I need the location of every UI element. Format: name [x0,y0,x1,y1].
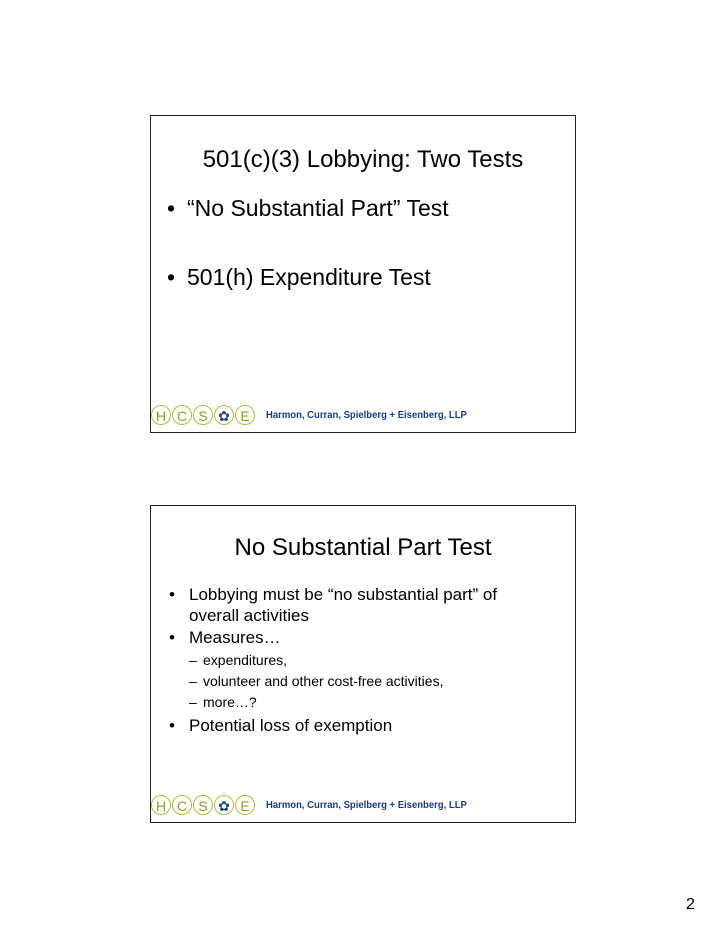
sub-list-item: – expenditures, [189,652,288,668]
bullet-text: Lobbying must be “no substantial part” of overall activities [189,585,498,625]
logo-letter: S [193,795,213,815]
list-item: • “No Substantial Part” Test [167,195,449,221]
firm-name: Harmon, Curran, Spielberg + Eisenberg, LLP [266,799,467,811]
slide-title: 501(c)(3) Lobbying: Two Tests [202,146,524,173]
page-number: 2 [686,896,695,913]
list-item: • Lobbying must be “no substantial part” of overall activities [169,584,549,626]
logo-letter: H [151,795,171,815]
slide-1 [150,115,576,433]
logo-letter: C [172,405,192,425]
firm-logo [151,794,477,816]
sub-bullet-list [189,650,549,713]
slide-title: No Substantial Part Test [234,534,492,561]
sub-list-item: – more…? [189,694,257,710]
logo-letter: C [172,795,192,815]
sub-bullet-text: volunteer and other cost-free activities, [203,673,444,689]
logo-letter: E [235,405,255,425]
logo-letter: E [235,795,255,815]
logo-letter: H [151,405,171,425]
logo-letter: S [193,405,213,425]
bullet-text: “No Substantial Part” Test [187,195,449,221]
bullet-list [167,194,449,332]
list-item: • Potential loss of exemption [169,716,393,735]
sub-list-item: – volunteer and other cost-free activities, [189,673,444,689]
bullet-list [169,584,549,736]
firm-name: Harmon, Curran, Spielberg + Eisenberg, LLP [266,409,467,421]
bullet-text: Measures… [189,628,281,647]
bullet-text: 501(h) Expenditure Test [187,264,431,290]
flower-icon: ✿ [214,795,234,815]
sub-bullet-text: more…? [203,694,257,710]
slide-2 [150,505,576,823]
firm-logo [151,404,477,426]
bullet-text: Potential loss of exemption [189,716,393,735]
sub-bullet-text: expenditures, [203,652,288,668]
flower-icon: ✿ [214,405,234,425]
list-item: • Measures… – expenditures, – volunteer and other cost-free activities, – more…? [169,627,549,713]
list-item: • 501(h) Expenditure Test [167,264,431,290]
